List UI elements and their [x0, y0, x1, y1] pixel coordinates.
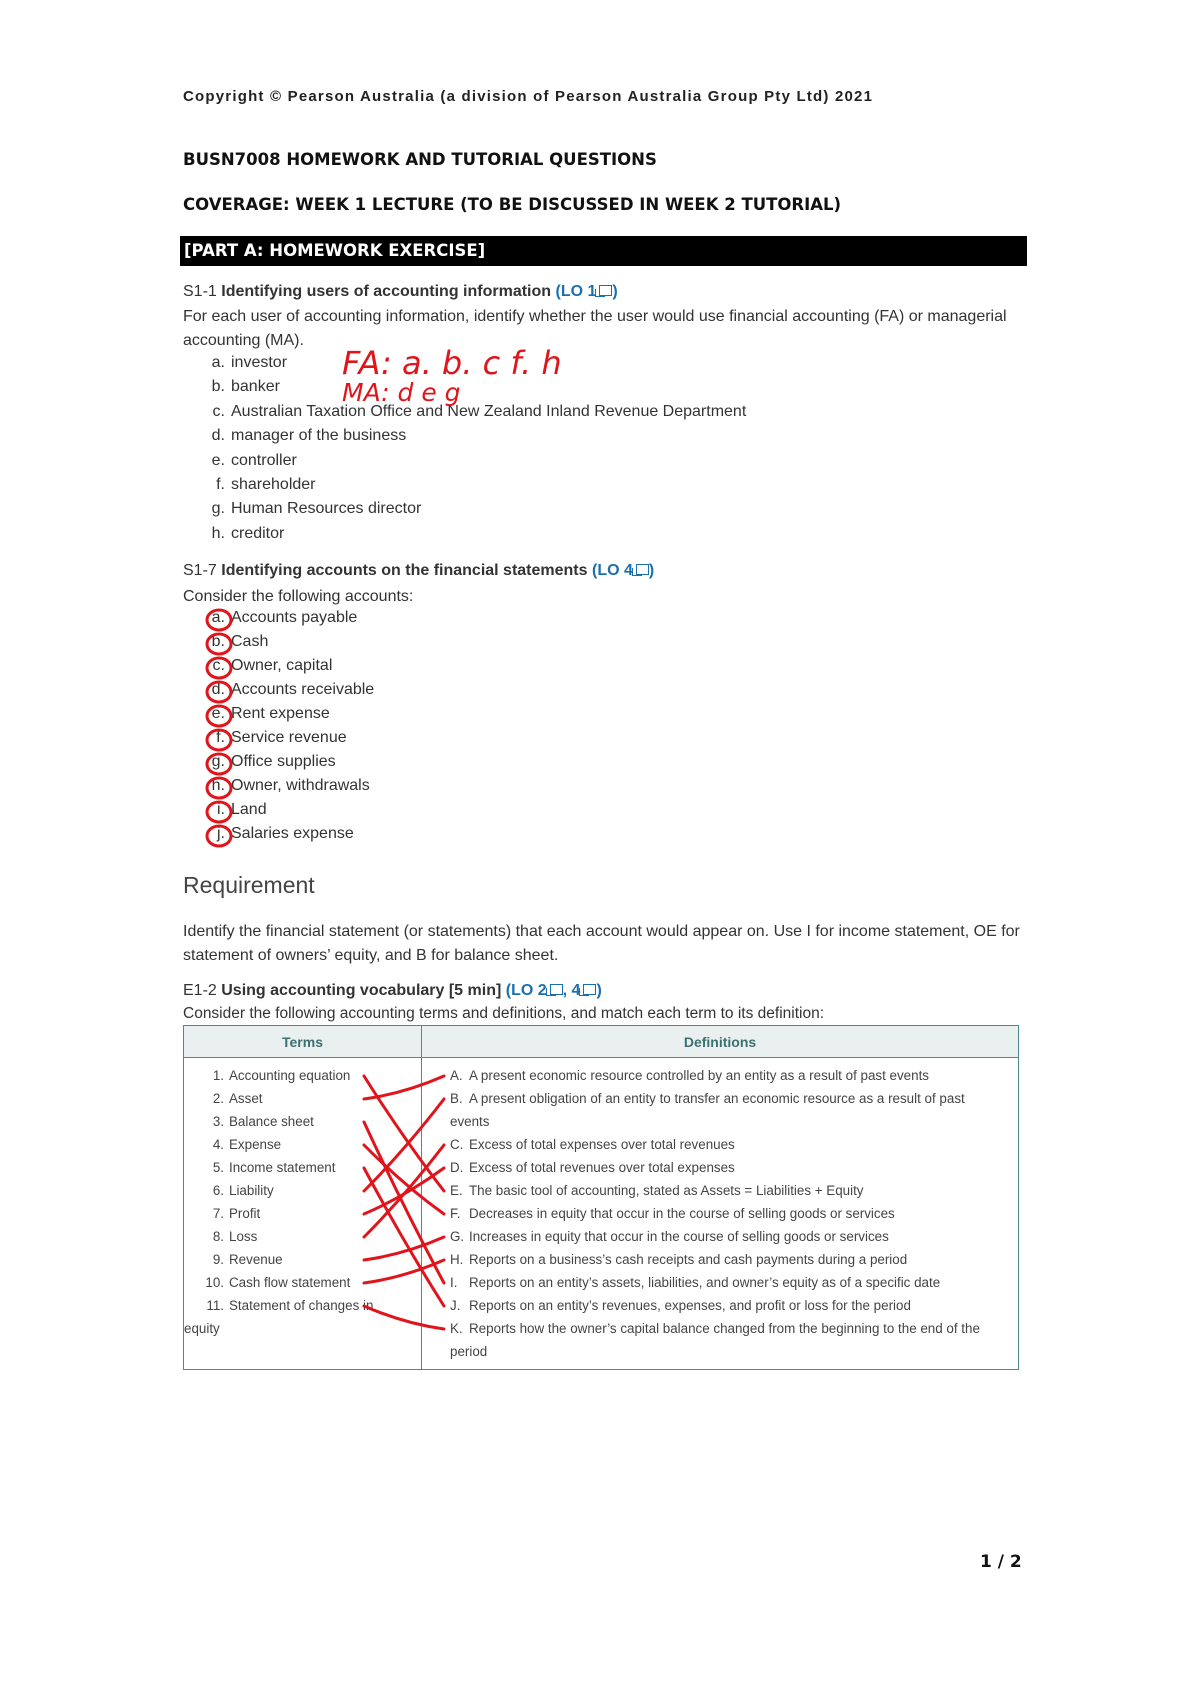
open-window-icon[interactable]	[636, 564, 649, 575]
s1-7-code: S1-7	[183, 562, 217, 579]
list-text: manager of the business	[231, 427, 407, 445]
definition-letter: B.	[450, 1091, 463, 1106]
coverage-heading: COVERAGE: WEEK 1 LECTURE (TO BE DISCUSSED IN WEEK 2 TUTORIAL)	[183, 195, 842, 214]
term-number: 10.	[205, 1275, 224, 1290]
term-item	[184, 1248, 421, 1271]
term-number: 5.	[212, 1160, 224, 1175]
definition-item	[422, 1156, 1018, 1179]
definition-text-continued: events	[450, 1114, 490, 1129]
term-item	[184, 1110, 421, 1133]
definition-text: A present obligation of an entity to transfer an economic resource as a result of past	[469, 1091, 965, 1106]
definition-text: Reports on an entity’s assets, liabilities, and owner’s equity as of a specific date	[469, 1275, 941, 1290]
vocabulary-table	[183, 1025, 1019, 1370]
list-letter: c.	[212, 402, 225, 420]
e1-2-lo-link-b[interactable]: 4	[571, 982, 581, 999]
term-number: 2.	[212, 1091, 224, 1106]
open-window-icon[interactable]	[583, 984, 596, 995]
list-letter: f.	[216, 476, 225, 493]
list-text: Accounts receivable	[231, 681, 375, 698]
list-item	[209, 403, 746, 421]
definition-letter: G.	[450, 1229, 465, 1244]
list-text: Australian Taxation Office and New Zealand Inland Revenue Department	[231, 402, 747, 420]
definition-text-continued: period	[450, 1344, 488, 1359]
definition-item	[422, 1248, 1018, 1271]
s1-7-intro: Consider the following accounts:	[183, 588, 414, 605]
list-text: Salaries expense	[231, 825, 354, 842]
list-letter: i.	[217, 801, 225, 818]
list-letter: e.	[211, 451, 225, 469]
definitions-column	[422, 1058, 1019, 1370]
term-text: Expense	[229, 1137, 282, 1152]
e1-2-lo-link[interactable]: LO 2	[511, 982, 547, 999]
list-letter: b.	[211, 378, 225, 396]
term-number: 4.	[212, 1137, 224, 1152]
term-text: Revenue	[229, 1252, 283, 1267]
list-letter: j.	[217, 825, 225, 842]
requirement-heading: Requirement	[183, 872, 315, 898]
s1-1-code: S1-1	[183, 283, 217, 300]
copyright-notice: Copyright © Pearson Australia (a division of Pearson Australia Group Pty Ltd) 2021	[183, 88, 874, 105]
definition-item	[422, 1294, 1018, 1317]
term-number: 9.	[212, 1252, 224, 1267]
term-item	[184, 1179, 421, 1202]
list-letter: d.	[211, 681, 225, 698]
term-text: Accounting equation	[229, 1068, 351, 1083]
terms-header: Terms	[184, 1026, 422, 1058]
open-window-icon[interactable]	[550, 984, 563, 995]
list-item	[209, 801, 267, 819]
term-number: 1.	[212, 1068, 224, 1083]
terms-column	[184, 1058, 422, 1370]
term-item	[184, 1156, 421, 1179]
definition-text: The basic tool of accounting, stated as Assets = Liabilities + Equity	[469, 1183, 864, 1198]
definition-text: A present economic resource controlled by an entity as a result of past events	[469, 1068, 929, 1083]
definition-item	[422, 1317, 1018, 1340]
list-letter: a.	[211, 354, 225, 371]
definition-text: Increases in equity that occur in the course of selling goods or services	[469, 1229, 889, 1244]
handwritten-fa-note: FA: a. b. c f. h	[342, 344, 562, 382]
list-text: Service revenue	[231, 729, 347, 746]
term-item	[184, 1202, 421, 1225]
definition-item	[422, 1064, 1018, 1087]
term-item	[184, 1087, 421, 1110]
list-letter: b.	[211, 633, 225, 650]
term-number: 3.	[212, 1114, 224, 1129]
course-heading: BUSN7008 HOMEWORK AND TUTORIAL QUESTIONS	[183, 150, 657, 169]
list-letter: c.	[212, 657, 225, 674]
definitions-header: Definitions	[422, 1026, 1019, 1058]
term-item	[184, 1064, 421, 1087]
list-letter: g.	[211, 500, 225, 518]
list-item	[209, 378, 280, 396]
term-text-continued: equity	[184, 1321, 220, 1336]
list-item	[209, 525, 284, 543]
s1-7-title: S1-7 Identifying accounts on the financial statements (LO 4 )	[183, 562, 655, 579]
term-number: 8.	[212, 1229, 224, 1244]
definition-item	[422, 1271, 1018, 1294]
list-letter: e.	[211, 705, 225, 722]
definition-letter: I.	[450, 1275, 458, 1290]
definition-text: Excess of total expenses over total revenues	[469, 1137, 735, 1152]
term-item	[184, 1271, 421, 1294]
e1-2-code: E1-2	[183, 982, 217, 999]
list-text: Owner, capital	[231, 657, 333, 674]
list-item	[209, 753, 336, 771]
list-text: shareholder	[231, 476, 316, 493]
list-item	[209, 705, 330, 723]
s1-1-title-text: Identifying users of accounting information	[221, 283, 552, 300]
definition-letter: F.	[450, 1206, 461, 1221]
definition-item	[422, 1087, 1018, 1110]
definition-text: Decreases in equity that occur in the course of selling goods or services	[469, 1206, 895, 1221]
list-item	[209, 657, 332, 675]
list-item	[209, 476, 316, 494]
list-text: Cash	[231, 633, 269, 650]
definition-letter: C.	[450, 1137, 464, 1152]
term-text: Statement of changes in	[229, 1298, 374, 1313]
list-item	[209, 609, 357, 627]
e1-2-intro: Consider the following accounting terms and definitions, and match each term to its definition:	[183, 1005, 825, 1022]
list-letter: h.	[211, 524, 225, 542]
definition-letter: D.	[450, 1160, 464, 1175]
requirement-line: statement of owners’ equity, and B for balance sheet.	[183, 947, 559, 964]
term-text: Liability	[229, 1183, 274, 1198]
list-text: Office supplies	[231, 753, 336, 770]
list-item	[209, 427, 406, 445]
s1-7-title-text: Identifying accounts on the financial statements	[221, 562, 588, 579]
s1-1-lo-link[interactable]: LO 1	[560, 283, 597, 300]
list-text: creditor	[231, 524, 285, 542]
list-item	[209, 633, 268, 651]
list-text: Owner, withdrawals	[231, 777, 370, 794]
definition-letter: J.	[450, 1298, 461, 1313]
term-item	[184, 1225, 421, 1248]
list-item	[209, 354, 287, 372]
definition-letter: A.	[450, 1068, 463, 1083]
list-text: Accounts payable	[231, 609, 358, 626]
definition-text: Excess of total revenues over total expenses	[469, 1160, 735, 1175]
term-text: Balance sheet	[229, 1114, 314, 1129]
s1-1-instruction-line: accounting (MA).	[183, 332, 304, 349]
term-item	[184, 1133, 421, 1156]
term-number: 7.	[212, 1206, 224, 1221]
definition-text: Reports how the owner’s capital balance changed from the beginning to the end of the	[469, 1321, 980, 1336]
list-item	[209, 825, 354, 843]
definition-letter: H.	[450, 1252, 464, 1267]
list-text: Land	[231, 801, 267, 818]
s1-1-title: S1-1 Identifying users of accounting information (LO 1 )	[183, 283, 618, 300]
definition-text: Reports on an entity’s revenues, expenses, and profit or loss for the period	[469, 1298, 911, 1313]
term-text: Cash flow statement	[229, 1275, 351, 1290]
term-text: Income statement	[229, 1160, 336, 1175]
list-letter: a.	[211, 609, 225, 626]
term-text: Profit	[229, 1206, 261, 1221]
definition-letter: K.	[450, 1321, 463, 1336]
list-item	[209, 777, 370, 795]
e1-2-title-text: Using accounting vocabulary [5 min]	[221, 982, 502, 999]
list-item	[209, 452, 297, 470]
list-item	[209, 729, 347, 747]
list-letter: h.	[211, 777, 225, 794]
requirement-text	[183, 920, 1020, 968]
definition-text: Reports on a business’s cash receipts and cash payments during a period	[469, 1252, 908, 1267]
definition-item	[422, 1179, 1018, 1202]
handwritten-ma-note: MA: d e g	[342, 378, 461, 407]
list-text: Human Resources director	[231, 500, 422, 518]
list-letter: f.	[216, 729, 225, 746]
term-text: Asset	[229, 1091, 263, 1106]
list-text: investor	[231, 354, 288, 371]
list-item	[209, 500, 421, 518]
e1-2-title: E1-2 Using accounting vocabulary [5 min] (LO 2 , 4 )	[183, 982, 602, 999]
list-text: controller	[231, 451, 297, 469]
list-letter: g.	[211, 753, 225, 770]
page-number: 1 / 2	[980, 1552, 1022, 1572]
definition-item	[422, 1225, 1018, 1248]
definition-item	[422, 1133, 1018, 1156]
definition-item	[422, 1202, 1018, 1225]
list-letter: d.	[211, 427, 225, 445]
open-window-icon[interactable]	[599, 285, 612, 296]
s1-1-instructions	[183, 305, 1007, 353]
s1-7-lo-link[interactable]: LO 4	[597, 562, 633, 579]
term-number: 11.	[206, 1298, 224, 1313]
term-text: Loss	[229, 1229, 258, 1244]
list-item	[209, 681, 374, 699]
requirement-line: Identify the financial statement (or statements) that each account would appear on. Use I for income statement, OE for	[183, 923, 1020, 940]
list-text: Rent expense	[231, 705, 330, 722]
part-a-banner: [PART A: HOMEWORK EXERCISE]	[180, 236, 1027, 266]
term-number: 6.	[212, 1183, 224, 1198]
list-text: banker	[231, 378, 280, 396]
s1-1-instruction-line: For each user of accounting information, identify whether the user would use financial accounting (FA) or managerial	[183, 308, 1007, 325]
term-item	[184, 1294, 421, 1317]
definition-letter: E.	[450, 1183, 463, 1198]
